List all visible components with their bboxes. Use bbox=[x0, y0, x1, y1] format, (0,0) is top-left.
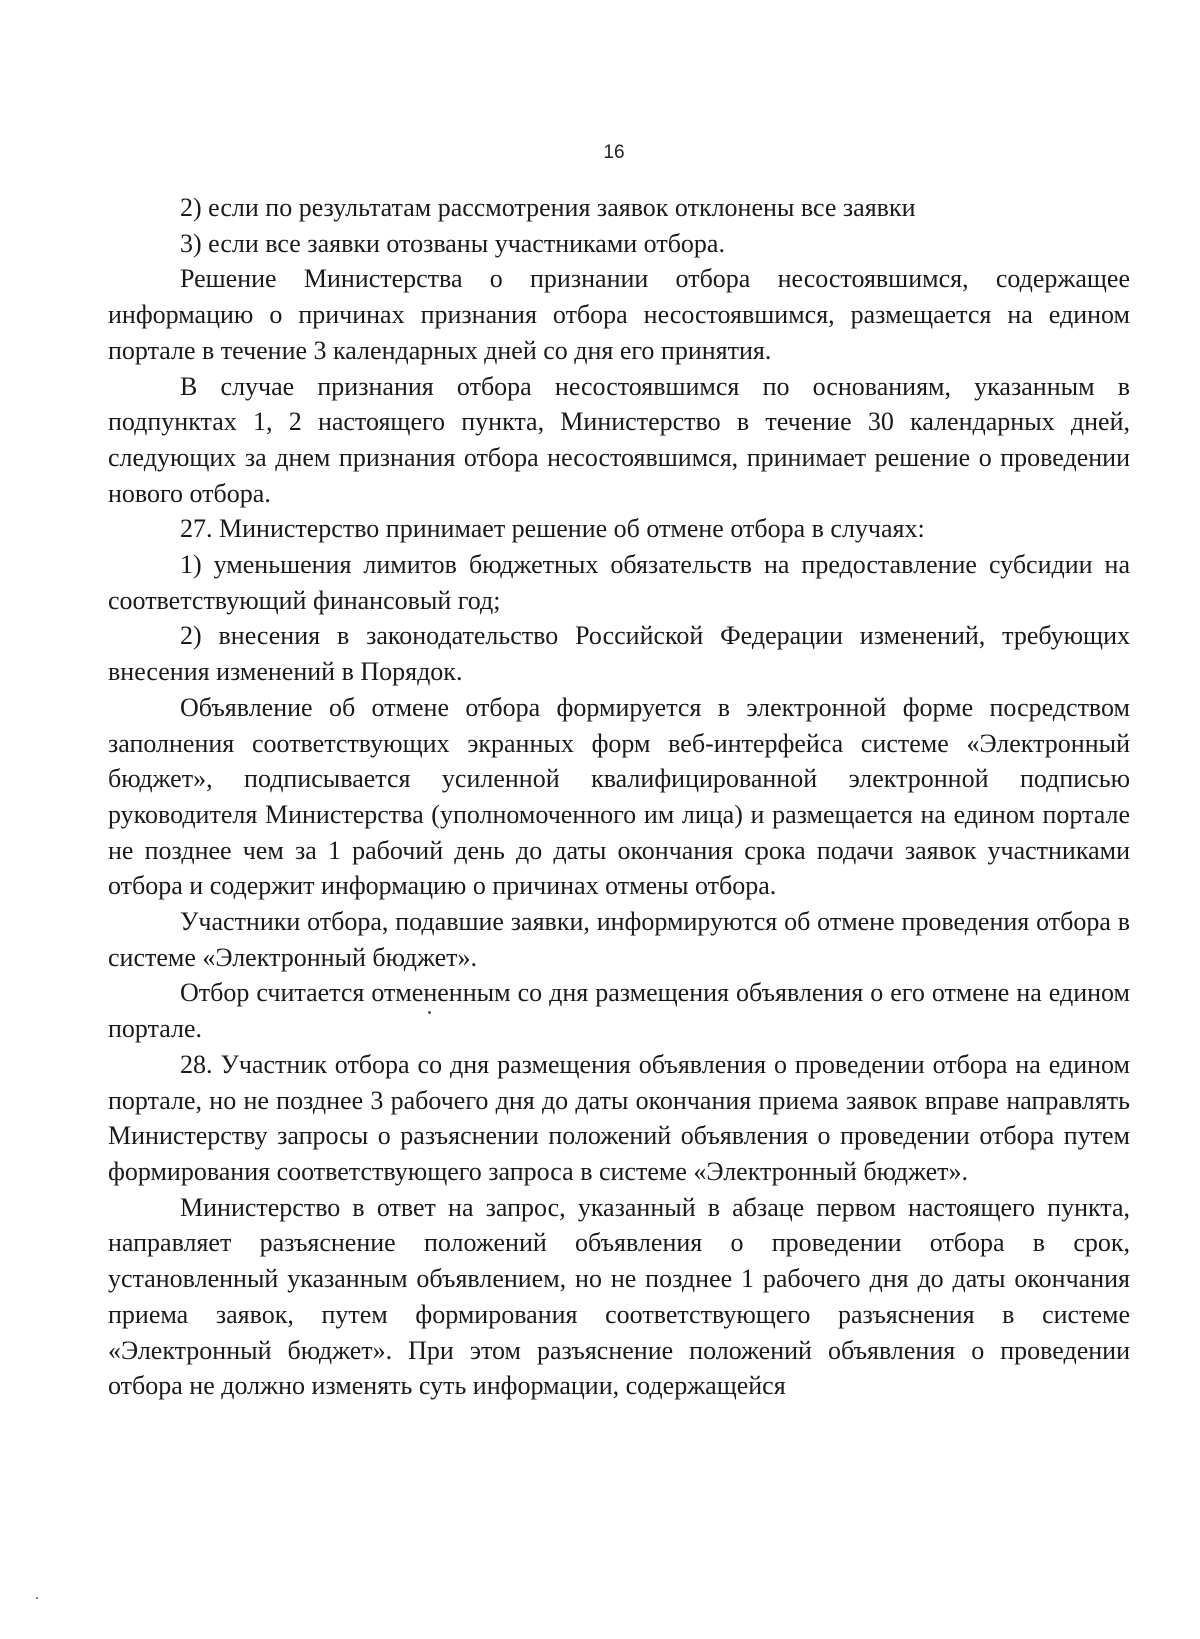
list-item-3: 3) если все заявки отозваны участниками отбора. bbox=[180, 228, 725, 258]
paragraph-cancellation-notice: Объявление об отмене отбора формируется в электронной форме посредством заполнения соответствующих экранных форм веб-интерфейса системе «Электронный бюджет», подписывается усиленной квалифицированной электронной подписью руководителя Министерства (уполномоченного им лица) и размещается на едином портале не позднее чем за 1 рабочий день до даты окончания срока подачи заявок участниками отбора и содержит информацию о причинах отмены отбора. bbox=[108, 692, 1130, 901]
paragraph-clause-28: 28. Участник отбора со дня размещения объявления о проведении отбора на едином портале, но не позднее 3 рабочего дня до даты окончания приема заявок вправе направлять Министерству запросы о разъяснении положений объявления о проведении отбора путем формирования соответствующего запроса в системе «Электронный бюджет». bbox=[108, 1049, 1130, 1186]
scan-speck bbox=[36, 1597, 38, 1599]
paragraph-ministry-response: Министерство в ответ на запрос, указанный в абзаце первом настоящего пункта, направляет разъяснение положений объявления о проведении отбора в срок, установленный указанным объявлением, но не позднее 1 рабочего дня до даты окончания приема заявок, путем формирования соответствующего разъяснения в системе «Электронный бюджет». При этом разъяснение положений объявления о проведении отбора не должно изменять суть информации, содержащейся bbox=[108, 1192, 1130, 1401]
paragraph-new-selection: В случае признания отбора несостоявшимся по основаниям, указанным в подпунктах 1, 2 настоящего пункта, Министерство в течение 30 календарных дней, следующих за днем признания отбора несостоявшимся, принимает решение о проведении нового отбора. bbox=[108, 371, 1130, 508]
document-body bbox=[108, 190, 1130, 1404]
scan-speck bbox=[428, 1011, 431, 1014]
clause-27-item-1: 1) уменьшения лимитов бюджетных обязательств на предоставление субсидии на соответствующий финансовый год; bbox=[108, 550, 1130, 615]
paragraph-cancellation-effective: Отбор считается отмененным со дня размещения объявления о его отмене на едином портале. bbox=[108, 978, 1130, 1044]
list-item-2: 2) если по результатам рассмотрения заявок отклонены все заявки bbox=[180, 193, 916, 222]
paragraph-participants-informed: Участники отбора, подавшие заявки, информируются об отмене проведения отбора в системе «Электронный бюджет». bbox=[108, 907, 1130, 972]
page-number: 16 bbox=[603, 142, 625, 163]
clause-27-item-2: 2) внесения в законодательство Российской Федерации изменений, требующих внесения изменений в Порядок. bbox=[108, 621, 1130, 687]
paragraph-decision-failed-selection: Решение Министерства о признании отбора несостоявшимся, содержащее информацию о причинах признания отбора несостоявшимся, размещается на едином портале в течение 3 календарных дней со дня его принятия. bbox=[108, 264, 1130, 365]
paragraph-clause-27: 27. Министерство принимает решение об отмене отбора в случаях: bbox=[180, 514, 925, 544]
